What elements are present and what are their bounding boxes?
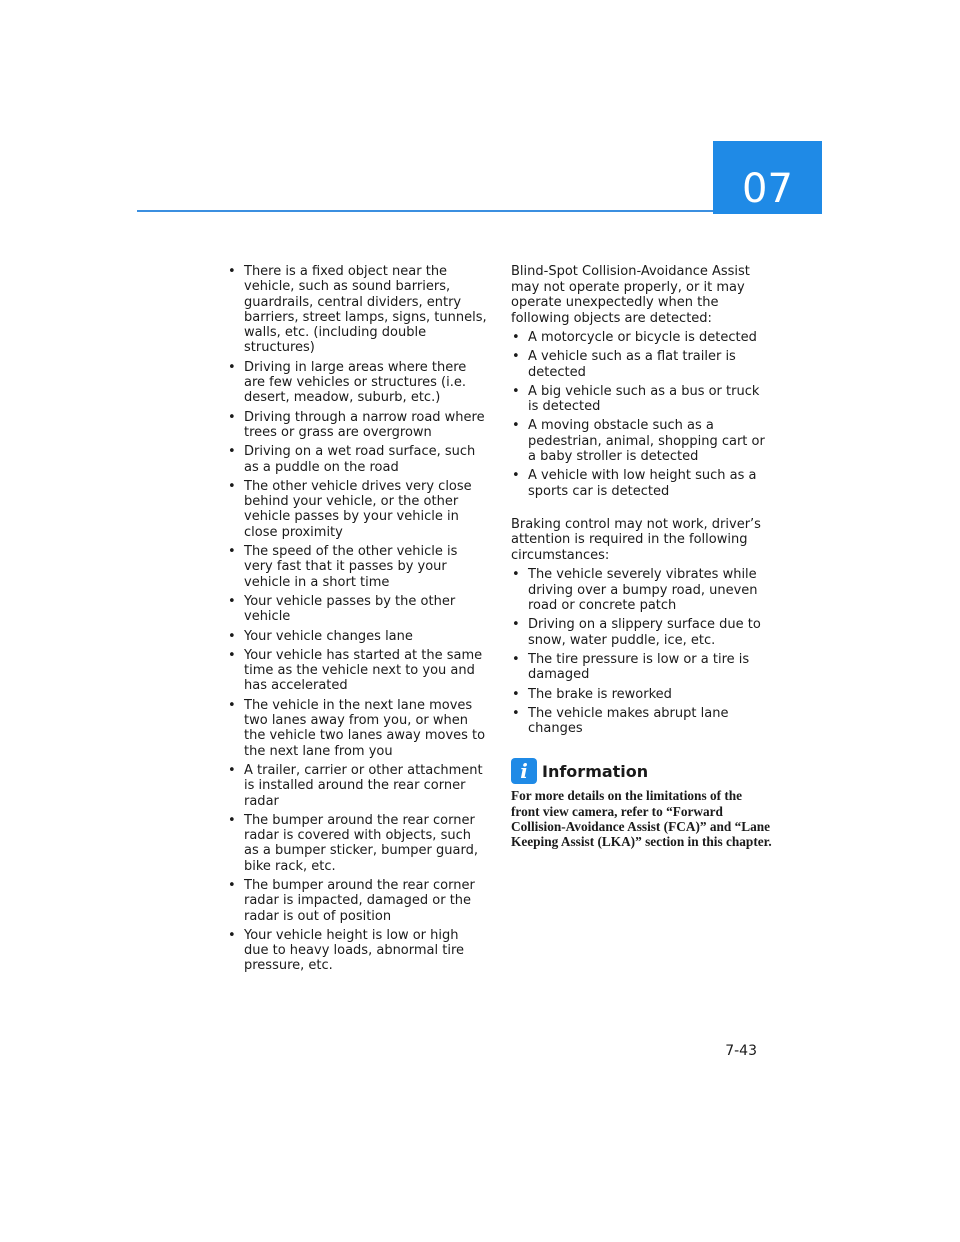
list-item: • A trailer, carrier or other attachment is installed around the rear corner radar — [227, 763, 487, 809]
braking-conditions-list — [511, 567, 773, 736]
detected-objects-list — [511, 330, 773, 499]
list-item: • The brake is reworked — [511, 687, 773, 702]
list-item: • The vehicle severely vibrates while driving over a bumpy road, uneven road or concrete patch — [511, 567, 773, 613]
page-number: 7-43 — [725, 1043, 757, 1059]
left-column — [227, 264, 487, 978]
information-header — [511, 758, 773, 784]
list-item: • The speed of the other vehicle is very fast that it passes by your vehicle in a short time — [227, 544, 487, 590]
list-item: • Driving on a wet road surface, such as a puddle on the road — [227, 444, 487, 475]
list-item: • There is a fixed object near the vehicle, such as sound barriers, guardrails, central dividers, entry barriers, street lamps, signs, tunnels, walls, etc. (including double structures) — [227, 264, 487, 356]
list-item: • The other vehicle drives very close behind your vehicle, or the other vehicle passes by your vehicle in close proximity — [227, 479, 487, 540]
information-icon: i — [511, 758, 537, 784]
list-item: • A big vehicle such as a bus or truck is detected — [511, 384, 773, 415]
list-item: • Driving on a slippery surface due to snow, water puddle, ice, etc. — [511, 617, 773, 648]
information-title: Information — [542, 761, 649, 781]
list-item: • The tire pressure is low or a tire is damaged — [511, 652, 773, 683]
list-item: • A vehicle with low height such as a sports car is detected — [511, 468, 773, 499]
list-item: • Your vehicle height is low or high due to heavy loads, abnormal tire pressure, etc. — [227, 928, 487, 974]
chapter-rule — [137, 210, 713, 212]
braking-intro: Braking control may not work, driver’s attention is required in the following circumstances: — [511, 516, 761, 563]
list-item: • The vehicle makes abrupt lane changes — [511, 706, 773, 737]
chapter-number: 07 — [742, 166, 793, 212]
list-item: • A moving obstacle such as a pedestrian, animal, shopping cart or a baby stroller is detected — [511, 418, 773, 464]
list-item: • Your vehicle changes lane — [227, 629, 487, 644]
objects-intro: Blind-Spot Collision-Avoidance Assist may not operate properly, or it may operate unexpectedly when the following objects are detected: — [511, 264, 750, 326]
right-column — [511, 264, 773, 849]
list-item: • The vehicle in the next lane moves two lanes away from you, or when the vehicle two lanes away moves to the next lane from you — [227, 698, 487, 759]
list-item: • The bumper around the rear corner radar is impacted, damaged or the radar is out of position — [227, 878, 487, 924]
limitation-list — [227, 264, 487, 974]
list-item: • A vehicle such as a flat trailer is detected — [511, 349, 773, 380]
list-item: • The bumper around the rear corner radar is covered with objects, such as a bumper sticker, bumper guard, bike rack, etc. — [227, 813, 487, 874]
list-item: • Driving through a narrow road where trees or grass are overgrown — [227, 410, 487, 441]
list-item: • Your vehicle has started at the same time as the vehicle next to you and has accelerated — [227, 648, 487, 694]
chapter-tab — [713, 141, 822, 214]
list-item: • A motorcycle or bicycle is detected — [511, 330, 773, 345]
list-item: • Driving in large areas where there are few vehicles or structures (i.e. desert, meadow, suburb, etc.) — [227, 360, 487, 406]
information-text: For more details on the limitations of the front view camera, refer to “Forward Collision-Avoidance Assist (FCA)” and “Lane Keeping Assist (LKA)” section in this chapter. — [511, 788, 772, 850]
list-item: • Your vehicle passes by the other vehicle — [227, 594, 487, 625]
